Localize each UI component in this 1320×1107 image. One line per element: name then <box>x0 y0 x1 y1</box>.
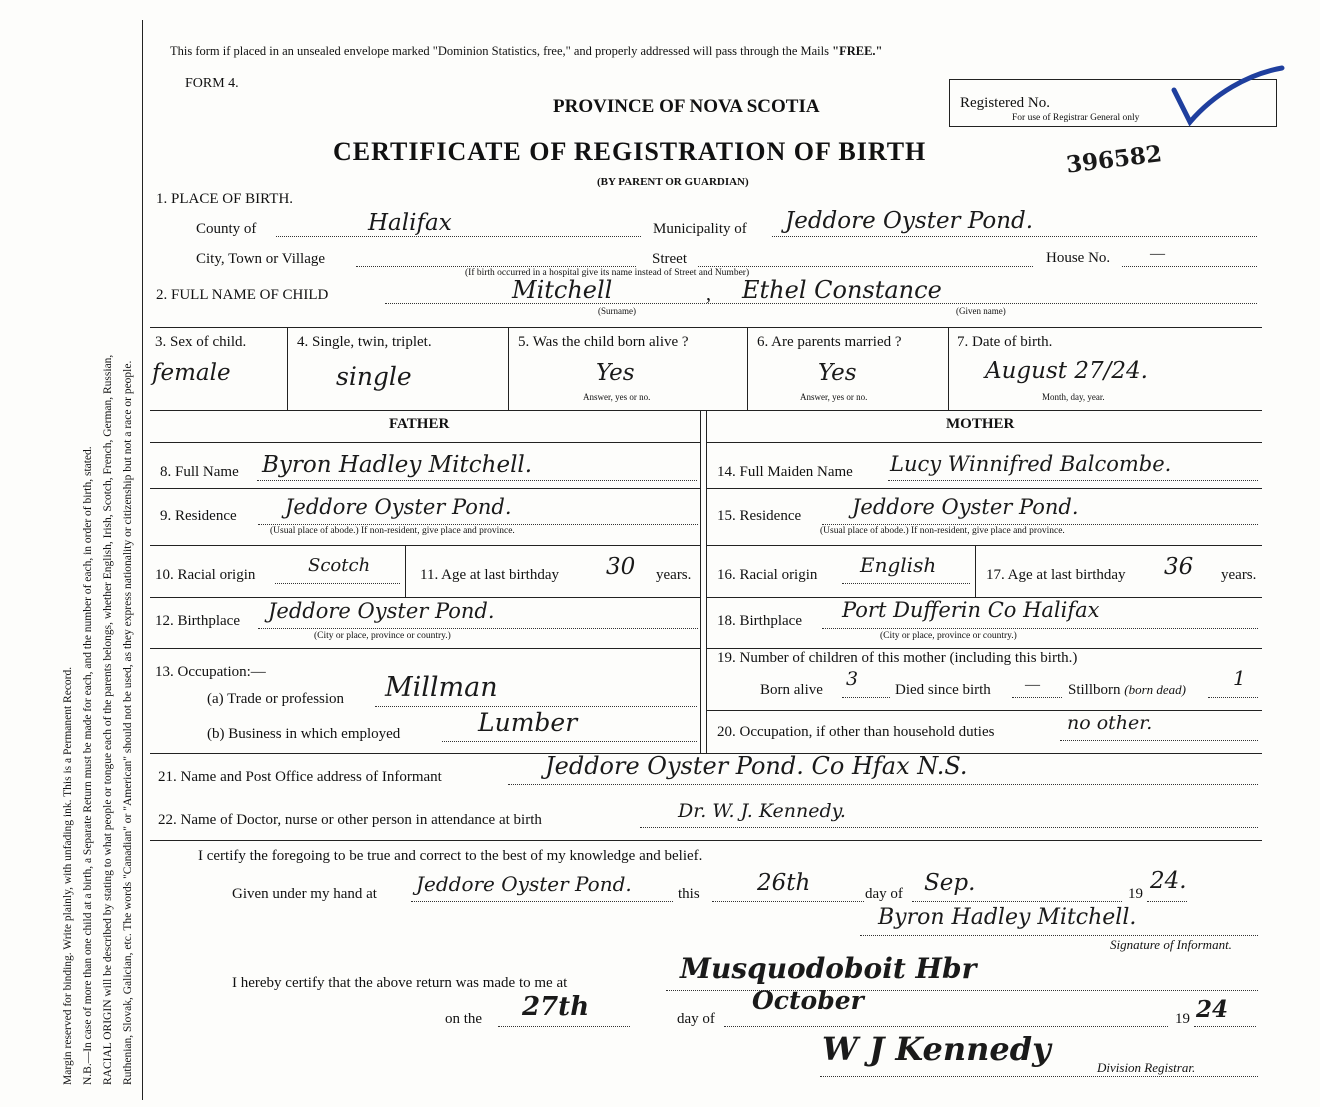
mother-name-line <box>888 480 1258 481</box>
mother-occupation-line <box>1060 740 1258 741</box>
mother-race-value: English <box>860 553 937 577</box>
informant-line <box>508 784 1258 785</box>
margin-note-racial: RACIAL ORIGIN will be described by stating to what people or tongue each of the parents belongs, whether English, Irish, Scotch, French, German, Russian, <box>102 354 114 1085</box>
born-alive-line <box>842 697 890 698</box>
street-line <box>698 266 1033 267</box>
father-row-line-4 <box>150 597 700 598</box>
sex-label: 3. Sex of child. <box>155 334 247 350</box>
mother-years: years. <box>1221 567 1257 583</box>
given-under-label: Given under my hand at <box>232 886 377 902</box>
father-row-line-5 <box>150 648 700 649</box>
given-day-of-label: day of <box>865 886 903 902</box>
mother-age-label: 17. Age at last birthday <box>986 567 1126 583</box>
father-race-divider <box>405 545 406 597</box>
registrar-day-line <box>498 1026 630 1027</box>
given-place-value: Jeddore Oyster Pond. <box>416 872 632 896</box>
father-business-value: Lumber <box>478 708 578 737</box>
born-alive-value: 3 <box>846 668 859 690</box>
mother-age-value: 36 <box>1164 554 1194 580</box>
given-caption: (Given name) <box>956 306 1006 316</box>
stillborn-line <box>1208 697 1258 698</box>
mother-residence-caption: (Usual place of abode.) If non-resident, give place and province. <box>820 526 1065 536</box>
mother-row-line-1 <box>706 442 1262 443</box>
city-line <box>356 266 636 267</box>
registrar-day-value: 27th <box>522 992 590 1022</box>
father-residence-line <box>258 524 698 525</box>
mother-residence-line <box>822 524 1258 525</box>
registrar-year-prefix: 19 <box>1175 1011 1190 1027</box>
registrar-caption: Division Registrar. <box>1097 1060 1196 1075</box>
father-row-line-2 <box>150 488 700 489</box>
mother-race-divider <box>975 545 976 597</box>
mother-name-value: Lucy Winnifred Balcombe. <box>890 452 1172 476</box>
registrar-day-of: day of <box>677 1011 715 1027</box>
given-month-value: Sep. <box>924 870 976 896</box>
alive-label: 5. Was the child born alive ? <box>518 334 689 350</box>
mother-children-label: 19. Number of children of this mother (including this birth.) <box>717 650 1078 666</box>
married-label: 6. Are parents married ? <box>757 334 902 350</box>
father-residence-label: 9. Residence <box>160 508 237 524</box>
certificate-subtitle: (BY PARENT OR GUARDIAN) <box>597 176 749 188</box>
given-day-value: 26th <box>757 870 811 896</box>
certificate-title: CERTIFICATE OF REGISTRATION OF BIRTH <box>333 137 927 166</box>
county-label: County of <box>196 221 257 237</box>
alive-caption: Answer, yes or no. <box>583 392 651 402</box>
mother-residence-value: Jeddore Oyster Pond. <box>852 495 1079 519</box>
born-alive-label: Born alive <box>760 682 823 698</box>
registrar-signature: W J Kennedy <box>822 1030 1051 1068</box>
child-name-label: 2. FULL NAME OF CHILD <box>156 287 329 303</box>
father-business-line <box>442 741 697 742</box>
registrar-place-value: Musquodoboit Hbr <box>680 952 977 985</box>
mail-notice: This form if placed in an unsealed envelope marked "Dominion Statistics, free," and properly addressed will pass through the Mails "FREE." <box>170 44 883 58</box>
mother-residence-label: 15. Residence <box>717 508 802 524</box>
father-age-value: 30 <box>606 554 636 580</box>
given-year-value: 24. <box>1150 868 1187 894</box>
single-value: single <box>336 362 412 391</box>
form-number: FORM 4. <box>185 76 239 91</box>
father-name-label: 8. Full Name <box>160 464 239 480</box>
father-residence-value: Jeddore Oyster Pond. <box>285 495 512 519</box>
alive-value: Yes <box>596 360 635 386</box>
mother-heading: MOTHER <box>946 416 1015 432</box>
parents-divider-right <box>706 410 707 753</box>
stillborn-label: Stillborn (born dead) <box>1068 682 1187 698</box>
place-of-birth-label: 1. PLACE OF BIRTH. <box>156 191 294 207</box>
mother-race-line <box>842 583 970 584</box>
house-label: House No. <box>1046 250 1111 266</box>
registrar-on-the: on the <box>445 1011 483 1027</box>
dob-caption: Month, day, year. <box>1042 392 1105 402</box>
father-residence-caption: (Usual place of abode.) If non-resident, give place and province. <box>270 526 515 536</box>
city-label: City, Town or Village <box>196 251 326 267</box>
father-row-line-3 <box>150 545 700 546</box>
child-surname: Mitchell <box>512 276 613 304</box>
given-year-prefix: 19 <box>1128 886 1143 902</box>
father-birthplace-value: Jeddore Oyster Pond. <box>268 599 495 623</box>
stillborn-value: 1 <box>1233 666 1246 690</box>
doctor-bottom-line <box>150 840 1262 841</box>
father-birthplace-line <box>258 628 698 629</box>
municipality-line <box>772 236 1257 237</box>
dob-value: August 27/24. <box>985 358 1148 384</box>
registrar-statement: I hereby certify that the above return was made to me at <box>232 975 568 991</box>
given-year-line <box>1147 901 1187 902</box>
father-race-line <box>275 583 400 584</box>
doctor-value: Dr. W. J. Kennedy. <box>678 800 846 822</box>
died-value: — <box>1025 677 1040 693</box>
mother-birthplace-line <box>822 628 1258 629</box>
registrar-year-value: 24 <box>1196 996 1229 1023</box>
mother-row-line-3 <box>706 545 1262 546</box>
registrar-signature-line <box>820 1076 1258 1077</box>
mother-birthplace-value: Port Dufferin Co Halifax <box>842 598 1100 622</box>
single-label: 4. Single, twin, triplet. <box>297 334 432 350</box>
certificate-number: 396582 <box>1064 140 1164 179</box>
informant-signature-caption: Signature of Informant. <box>1110 937 1232 952</box>
father-name-line <box>257 480 697 481</box>
municipality-value: Jeddore Oyster Pond. <box>785 208 1034 234</box>
father-birthplace-label: 12. Birthplace <box>155 613 240 629</box>
registered-label: Registered No. <box>960 95 1050 111</box>
parents-divider-left <box>700 410 701 753</box>
died-line <box>1012 697 1062 698</box>
father-race-value: Scotch <box>308 555 371 576</box>
this-label: this <box>678 886 700 902</box>
registrar-month-line <box>724 1026 1168 1027</box>
row3-top-line <box>150 327 1262 328</box>
child-given-name: Ethel Constance <box>742 276 942 304</box>
mother-row-line-5 <box>706 648 1262 649</box>
father-heading: FATHER <box>389 416 450 432</box>
dob-label: 7. Date of birth. <box>957 334 1053 350</box>
municipality-label: Municipality of <box>653 221 747 237</box>
mother-name-label: 14. Full Maiden Name <box>717 464 853 480</box>
informant-value: Jeddore Oyster Pond. Co Hfax N.S. <box>545 752 968 780</box>
margin-note-racial-cont: Ruthenian, Slovak, Galician, etc. The words "Canadian" or "American" should not be used, as they express nationality or citizenship but not a race or people. <box>122 360 134 1085</box>
doctor-label: 22. Name of Doctor, nurse or other person in attendance at birth <box>158 812 542 828</box>
house-value: — <box>1150 246 1165 262</box>
father-race-label: 10. Racial origin <box>155 567 256 583</box>
row3-divider-1 <box>287 327 288 410</box>
father-trade-label: (a) Trade or profession <box>207 691 345 707</box>
row3-divider-2 <box>508 327 509 410</box>
mother-occupation-label: 20. Occupation, if other than household duties <box>717 724 995 740</box>
given-month-line <box>912 901 1122 902</box>
married-value: Yes <box>818 360 857 386</box>
died-label: Died since birth <box>895 682 991 698</box>
mother-occupation-value: no other. <box>1067 712 1153 734</box>
street-label: Street <box>652 251 687 267</box>
check-mark-icon <box>1170 64 1290 136</box>
father-business-label: (b) Business in which employed <box>207 726 401 742</box>
margin-note-binding: Margin reserved for binding. Write plainly, with unfading ink. This is a Permanent Record. <box>62 666 74 1085</box>
surname-caption: (Surname) <box>598 306 636 316</box>
informant-signature-line <box>860 935 1258 936</box>
informant-signature: Byron Hadley Mitchell. <box>878 905 1137 930</box>
certify-statement: I certify the foregoing to be true and correct to the best of my knowledge and belief. <box>198 848 703 864</box>
mother-row-line-2 <box>706 488 1262 489</box>
mother-row-line-6 <box>706 710 1262 711</box>
row3-divider-4 <box>948 327 949 410</box>
father-trade-line <box>375 706 697 707</box>
mother-birthplace-label: 18. Birthplace <box>717 613 802 629</box>
mother-birthplace-caption: (City or place, province or country.) <box>880 631 1017 641</box>
father-occupation-label: 13. Occupation:— <box>155 664 266 680</box>
county-value: Halifax <box>368 210 452 236</box>
father-row-line-1 <box>150 442 700 443</box>
doctor-line <box>640 827 1258 828</box>
sex-value: female <box>152 360 231 386</box>
county-line <box>276 236 641 237</box>
married-caption: Answer, yes or no. <box>800 392 868 402</box>
father-trade-value: Millman <box>385 672 498 703</box>
binding-margin-line <box>142 20 143 1100</box>
house-line <box>1122 266 1257 267</box>
margin-note-nb: N.B.—In case of more than one child at a birth, a Separate Return must be made for each, and the number of each, in order of birth, stated. <box>82 446 94 1085</box>
row3-divider-3 <box>747 327 748 410</box>
name-comma: , <box>706 283 711 305</box>
informant-label: 21. Name and Post Office address of Informant <box>158 769 442 785</box>
father-age-label: 11. Age at last birthday <box>420 567 559 583</box>
hospital-note: (If birth occurred in a hospital give its name instead of Street and Number) <box>465 268 750 278</box>
given-place-line <box>411 901 673 902</box>
father-years: years. <box>656 567 692 583</box>
father-name-value: Byron Hadley Mitchell. <box>262 452 533 478</box>
father-birthplace-caption: (City or place, province or country.) <box>314 631 451 641</box>
given-day-line <box>712 901 864 902</box>
registrar-year-line <box>1194 1026 1256 1027</box>
registrar-note: For use of Registrar General only <box>1012 113 1140 123</box>
mother-race-label: 16. Racial origin <box>717 567 818 583</box>
registrar-month-value: October <box>752 986 864 1015</box>
province-title: PROVINCE OF NOVA SCOTIA <box>553 96 820 117</box>
